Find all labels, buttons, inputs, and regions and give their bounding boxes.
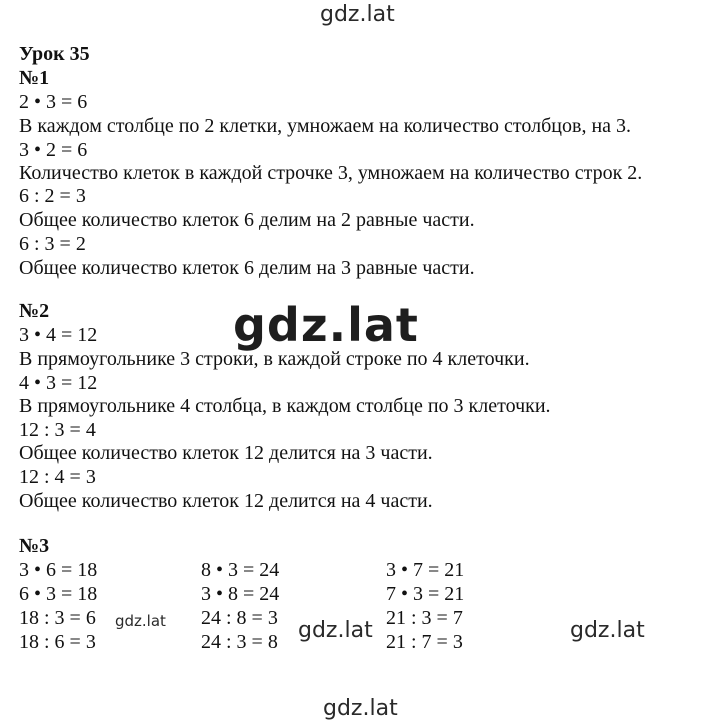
task3-equation: 6 • 3 = 18 (19, 583, 98, 605)
watermark-right: gdz.lat (570, 618, 645, 643)
task2-heading: №2 (19, 300, 50, 322)
task3-equation: 24 : 8 = 3 (201, 607, 278, 629)
task3-equation: 3 • 7 = 21 (386, 559, 465, 581)
watermark-bottom: gdz.lat (323, 696, 398, 721)
watermark-top: gdz.lat (320, 2, 395, 27)
task2-line: В прямоугольнике 3 строки, в каждой строке по 4 клеточки. (19, 348, 530, 370)
task3-equation: 3 • 6 = 18 (19, 559, 98, 581)
task3-equation: 21 : 7 = 3 (386, 631, 463, 653)
task3-equation: 21 : 3 = 7 (386, 607, 463, 629)
task3-heading: №3 (19, 535, 50, 557)
task2-line: 4 • 3 = 12 (19, 372, 98, 394)
task2-line: Общее количество клеток 12 делится на 4 части. (19, 490, 433, 512)
watermark-small: gdz.lat (115, 612, 166, 630)
task3-equation: 18 : 3 = 6 (19, 607, 96, 629)
task3-equation: 3 • 8 = 24 (201, 583, 280, 605)
task3-equation: 7 • 3 = 21 (386, 583, 465, 605)
task2-line: Общее количество клеток 12 делится на 3 части. (19, 442, 433, 464)
task2-line: 12 : 4 = 3 (19, 466, 96, 488)
task1-line: Количество клеток в каждой строчке 3, умножаем на количество строк 2. (19, 162, 643, 184)
task1-line: Общее количество клеток 6 делим на 3 равные части. (19, 257, 475, 279)
task1-line: 2 • 3 = 6 (19, 91, 88, 113)
task2-line: 12 : 3 = 4 (19, 419, 96, 441)
task1-line: Общее количество клеток 6 делим на 2 равные части. (19, 209, 475, 231)
task1-line: 6 : 2 = 3 (19, 185, 86, 207)
watermark-center: gdz.lat (233, 298, 419, 352)
task1-heading: №1 (19, 67, 50, 89)
task1-line: 3 • 2 = 6 (19, 139, 88, 161)
watermark-mid: gdz.lat (298, 618, 373, 643)
lesson-title: Урок 35 (19, 43, 90, 65)
task1-line: 6 : 3 = 2 (19, 233, 86, 255)
task2-line: В прямоугольнике 4 столбца, в каждом столбце по 3 клеточки. (19, 395, 551, 417)
task1-line: В каждом столбце по 2 клетки, умножаем на количество столбцов, на 3. (19, 115, 632, 137)
task2-line: 3 • 4 = 12 (19, 324, 98, 346)
task3-equation: 8 • 3 = 24 (201, 559, 280, 581)
task3-equation: 24 : 3 = 8 (201, 631, 278, 653)
task3-equation: 18 : 6 = 3 (19, 631, 96, 653)
